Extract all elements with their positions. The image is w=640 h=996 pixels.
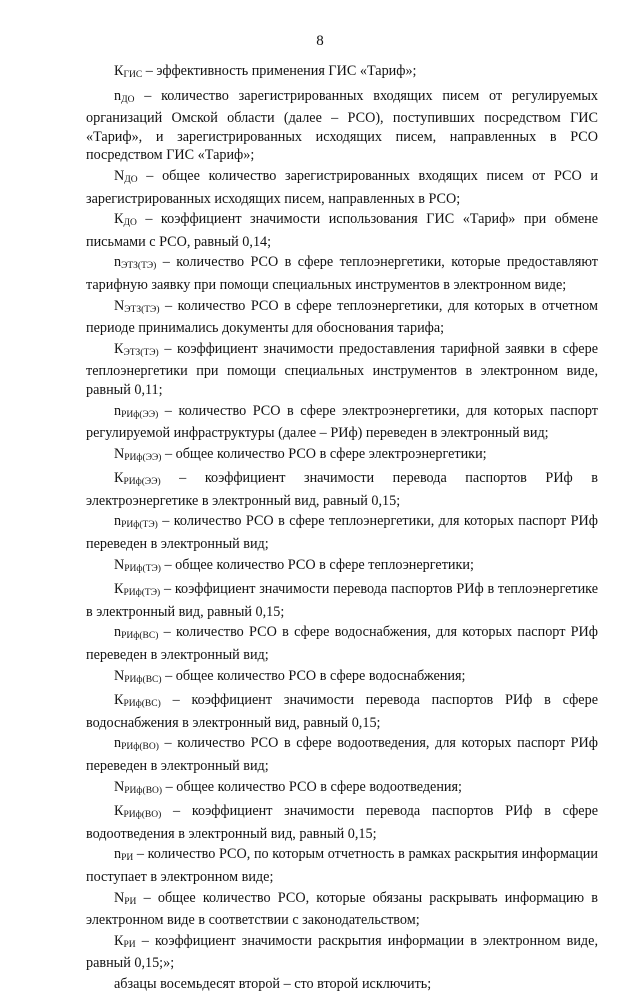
definition-paragraph xyxy=(86,556,598,579)
definition-text: – количество РСО в сфере электроэнергетики, для которых паспорт регулируемой инфраструктуры (далее – РИф) переведен в электронный вид; xyxy=(86,402,598,442)
definition-paragraph xyxy=(86,297,598,338)
definition-paragraph xyxy=(86,932,598,973)
variable-subscript: ЭТЗ(ТЭ) xyxy=(124,304,160,315)
definition-text: – общее количество РСО, которые обязаны раскрывать информацию в электронном виде в соответствии с законодательством; xyxy=(86,889,598,929)
page-number: 8 xyxy=(316,33,324,49)
definition-text: – количество РСО в сфере водоснабжения, для которых паспорт РИф переведен в электронный вид; xyxy=(86,624,598,664)
variable-subscript: РИф(ЭЭ) xyxy=(123,477,161,488)
variable-subscript: РИф(ВС) xyxy=(121,631,159,642)
definition-text: – коэффициент значимости перевода паспортов РИф в теплоэнергетике в электронный вид, равный 0,15; xyxy=(86,581,598,620)
variable-subscript: РИф(ЭЭ) xyxy=(121,409,159,420)
definition-paragraph xyxy=(86,691,598,732)
variable-symbol: N xyxy=(114,889,125,906)
variable-symbol: N xyxy=(114,556,125,573)
variable-subscript: ДО xyxy=(124,174,138,185)
definition-paragraph xyxy=(86,845,598,886)
variable-subscript: РИ xyxy=(124,896,137,907)
definition-paragraph xyxy=(86,580,598,621)
definition-text: – количество РСО в сфере теплоэнергетики, которые предоставляют тарифную заявку при помощи специальных инструментов в электронном виде; xyxy=(86,254,598,293)
variable-symbol: К xyxy=(114,803,124,820)
variable-subscript: ДО xyxy=(121,94,135,105)
definition-text: – общее количество РСО в сфере электроэнергетики; xyxy=(161,445,487,462)
variable-symbol: n xyxy=(114,513,122,530)
variable-symbol: n xyxy=(114,402,122,419)
variable-symbol: К xyxy=(114,211,124,228)
definition-paragraph xyxy=(86,802,598,843)
variable-symbol: N xyxy=(114,778,125,795)
variable-symbol: N xyxy=(114,167,125,184)
definition-paragraph xyxy=(86,340,598,400)
variable-subscript: ЭТЗ(ТЭ) xyxy=(121,261,157,272)
definition-text: – коэффициент значимости перевода паспортов РИф в сфере водоснабжения в электронный вид, равный 0,15; xyxy=(86,692,598,731)
variable-subscript: РИф(ТЭ) xyxy=(124,563,161,574)
definition-text: – коэффициент значимости использования ГИС «Тариф» при обмене письмами с РСО, равный 0,14; xyxy=(86,211,598,250)
variable-subscript: ЭТЗ(ТЭ) xyxy=(123,347,159,358)
definition-text: – количество РСО, по которым отчетность в рамках раскрытия информации поступает в электронном виде; xyxy=(86,846,598,885)
variable-symbol: К xyxy=(114,581,124,598)
definition-paragraph xyxy=(86,667,598,690)
variable-symbol: n xyxy=(114,254,122,271)
definition-text: – количество РСО в сфере водоотведения, для которых паспорт РИф переведен в электронный вид; xyxy=(86,735,598,774)
variable-subscript: ДО xyxy=(123,218,137,229)
definition-text: – общее количество зарегистрированных входящих писем от РСО и зарегистрированных исходящих писем, направленных в РСО; xyxy=(86,167,598,207)
definition-paragraph xyxy=(86,402,598,443)
variable-symbol: К xyxy=(114,470,124,487)
definition-text: – коэффициент значимости предоставления тарифной заявки в сфере теплоэнергетики при помощи специальных инструментов в электронном виде, равный 0,11; xyxy=(86,340,598,398)
definition-paragraph xyxy=(86,512,598,553)
variable-symbol: n xyxy=(114,87,122,104)
definition-paragraph xyxy=(86,889,598,930)
definition-text: – коэффициент значимости перевода паспортов РИф в сфере водоотведения в электронный вид, равный 0,15; xyxy=(86,803,598,842)
variable-symbol: К xyxy=(114,340,124,357)
definition-paragraph xyxy=(86,778,598,801)
closing-paragraph: абзацы восемьдесят второй – сто второй исключить; xyxy=(114,975,432,992)
variable-subscript: РИф(ВО) xyxy=(121,742,159,753)
definition-paragraph xyxy=(86,734,598,775)
definition-paragraph xyxy=(86,623,598,664)
definition-text: – общее количество РСО в сфере водоотведения; xyxy=(162,778,462,795)
variable-subscript: РИф(ТЭ) xyxy=(121,520,158,531)
definition-paragraph xyxy=(86,253,598,294)
variable-symbol: n xyxy=(114,735,122,752)
definition-text: – коэффициент значимости раскрытия информации в электронном виде, равный 0,15;»; xyxy=(86,932,598,972)
variable-subscript: ГИС xyxy=(123,70,143,80)
variable-subscript: РИ xyxy=(121,853,134,864)
definition-text: – общее количество РСО в сфере теплоэнергетики; xyxy=(160,556,474,573)
definition-text: – коэффициент значимости перевода паспортов РИф в электроэнергетике в электронный вид, равный 0,15; xyxy=(86,470,598,509)
definition-paragraph xyxy=(86,87,598,165)
variable-symbol: n xyxy=(114,624,122,641)
definition-paragraph xyxy=(86,62,598,85)
variable-subscript: РИф(ВС) xyxy=(124,674,162,685)
variable-subscript: РИф(ТЭ) xyxy=(123,588,161,599)
variable-symbol: n xyxy=(114,846,122,863)
variable-subscript: РИф(ВО) xyxy=(123,810,162,821)
definition-text: – общее количество РСО в сфере водоснабжения; xyxy=(161,667,466,684)
variable-subscript: РИф(ВО) xyxy=(124,785,163,796)
definition-paragraph xyxy=(86,469,598,510)
definition-text: – количество зарегистрированных входящих писем от регулируемых организаций Омской области (далее – РСО), поступивших посредством ГИС «Тариф», и зарегистрированных исходящих писем, направленных в РСО посредством ГИС «Тариф»; xyxy=(86,87,598,164)
variable-symbol: N xyxy=(114,445,125,462)
definition-text: – эффективность применения ГИС «Тариф»; xyxy=(142,63,417,79)
document-body xyxy=(86,62,598,996)
variable-symbol: N xyxy=(114,297,125,314)
definition-paragraph xyxy=(86,167,598,208)
definition-text: – количество РСО в сфере теплоэнергетики, для которых в отчетном периоде принимались документы для обоснования тарифа; xyxy=(86,297,598,337)
variable-subscript: РИ xyxy=(123,939,136,950)
variable-subscript: РИф(ВС) xyxy=(123,699,161,710)
variable-symbol: N xyxy=(114,667,125,684)
variable-subscript: РИф(ЭЭ) xyxy=(124,452,162,463)
variable-symbol: К xyxy=(114,63,124,79)
definition-text: – количество РСО в сфере теплоэнергетики, для которых паспорт РИф переведен в электронный вид; xyxy=(86,513,598,553)
definition-paragraph xyxy=(86,210,598,251)
definition-paragraph xyxy=(86,445,598,468)
variable-symbol: К xyxy=(114,692,124,709)
variable-symbol: К xyxy=(114,932,124,949)
